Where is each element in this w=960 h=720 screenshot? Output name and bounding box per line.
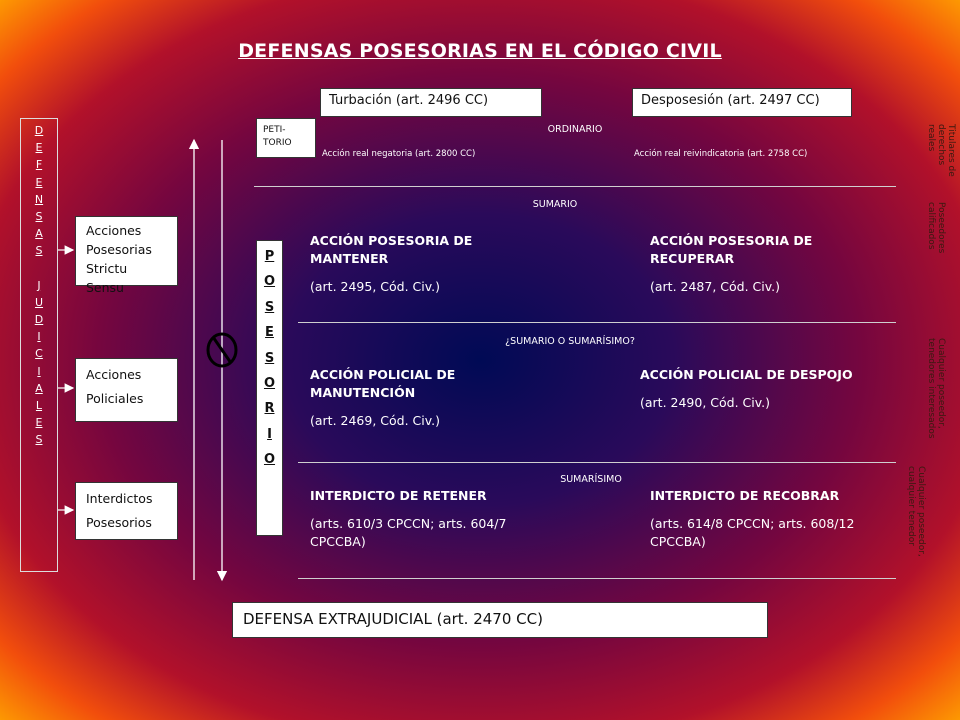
poseedores-line1: Poseedores <box>936 202 946 254</box>
label-ordinario: ORDINARIO <box>547 124 603 135</box>
policiales-line1: Acciones <box>86 367 142 382</box>
posesorio-column <box>256 240 283 536</box>
letter: I <box>37 364 41 378</box>
letter: U <box>34 295 44 309</box>
cualquier1-line1: Cualquier poseedor, <box>936 338 946 429</box>
titulares-line1: Titulares de <box>946 124 956 177</box>
right-label-poseedores <box>926 202 946 262</box>
extrajudicial-ref: (art. 2470 CC) <box>436 610 543 628</box>
letter: E <box>35 141 43 155</box>
cell-manutencion <box>310 366 540 430</box>
right-label-cualquier-1 <box>926 338 946 448</box>
header-desposesion: Desposesión (art. 2497 CC) <box>632 88 852 117</box>
cualquier2-line1: Cualquier poseedor, <box>916 466 926 557</box>
letter: A <box>35 227 43 241</box>
letter: F <box>35 158 43 172</box>
letter: D <box>34 124 44 137</box>
cell-mantener <box>310 232 540 296</box>
cell-retener <box>310 487 550 551</box>
retener-title: INTERDICTO DE RETENER <box>310 488 487 503</box>
letter: S <box>35 244 43 258</box>
mantener-ref: (art. 2495, Cód. Civ.) <box>310 279 441 294</box>
recuperar-title1: ACCIÓN POSESORIA DE <box>650 233 813 248</box>
strictu-line3: Strictu Sensu <box>86 261 128 295</box>
strictu-line1: Acciones <box>86 223 142 238</box>
letter: D <box>34 313 44 327</box>
letter: S <box>35 210 43 224</box>
defensa-extrajudicial-box <box>232 602 768 638</box>
petitorio-line2: TORIO <box>263 138 292 148</box>
letter: S <box>264 350 275 366</box>
manutencion-ref: (art. 2469, Cód. Civ.) <box>310 413 441 428</box>
letter: N <box>34 192 44 206</box>
despojo-ref: (art. 2490, Cód. Civ.) <box>640 395 771 410</box>
interdictos-line1: Interdictos <box>86 491 153 506</box>
letter: E <box>35 175 43 189</box>
right-label-cualquier-2 <box>906 466 926 576</box>
manutencion-title1: ACCIÓN POLICIAL DE <box>310 367 456 382</box>
letter: O <box>263 452 276 468</box>
cualquier1-line2: tenedores interesados <box>926 338 936 439</box>
cell-recuperar <box>650 232 880 296</box>
manutencion-title2: MANUTENCIÓN <box>310 385 416 400</box>
retener-ref2: CPCCBA) <box>310 534 366 549</box>
cell-recobrar <box>650 487 890 551</box>
letter: A <box>35 381 43 395</box>
despojo-title1: ACCIÓN POLICIAL DE DESPOJO <box>640 367 853 382</box>
mantener-title1: ACCIÓN POSESORIA DE <box>310 233 473 248</box>
page-title: DEFENSAS POSESORIAS EN EL CÓDIGO CIVIL <box>238 40 722 62</box>
header-turbacion: Turbación (art. 2496 CC) <box>320 88 542 117</box>
policiales-line2: Policiales <box>86 391 144 406</box>
recuperar-ref: (art. 2487, Cód. Civ.) <box>650 279 781 294</box>
letter: S <box>264 299 275 315</box>
letter: L <box>35 399 43 413</box>
recobrar-title: INTERDICTO DE RECOBRAR <box>650 488 840 503</box>
label-sumario-o-sumarisimo: ¿SUMARIO O SUMARÍSIMO? <box>505 336 635 347</box>
label-sumarisimo: SUMARÍSIMO <box>560 474 622 485</box>
accion-reivindicatoria: Acción real reivindicatoria (art. 2758 CC) <box>634 149 808 159</box>
titulares-line2: derechos reales <box>926 124 946 166</box>
cualquier2-line2: cualquier tenedor <box>906 466 916 546</box>
recobrar-ref1: (arts. 614/8 CPCCN; arts. 608/12 <box>650 516 855 531</box>
mantener-title2: MANTENER <box>310 251 389 266</box>
letter: E <box>265 325 274 341</box>
cell-despojo <box>640 366 880 412</box>
letter: I <box>267 426 272 442</box>
recuperar-title2: RECUPERAR <box>650 251 735 266</box>
accion-negatoria: Acción real negatoria (art. 2800 CC) <box>322 149 476 159</box>
letter: P <box>264 249 275 264</box>
label-sumario: SUMARIO <box>532 199 578 210</box>
letter: O <box>263 274 276 290</box>
right-label-titulares <box>926 124 956 194</box>
poseedores-line2: calificados <box>926 202 936 250</box>
interdictos-line2: Posesorios <box>86 515 152 530</box>
recobrar-ref2: CPCCBA) <box>650 534 706 549</box>
letter: C <box>35 347 43 361</box>
letter: J <box>37 278 41 292</box>
letter: R <box>264 401 275 417</box>
letter: E <box>35 416 43 430</box>
letter: O <box>263 376 276 392</box>
strictu-line2: Posesorias <box>86 242 152 257</box>
retener-ref1: (arts. 610/3 CPCCN; arts. 604/7 <box>310 516 507 531</box>
extrajudicial-main: DEFENSA EXTRAJUDICIAL <box>243 610 432 628</box>
letter: S <box>35 433 43 447</box>
letter: I <box>37 330 41 344</box>
petitorio-line1: PETI- <box>263 125 286 135</box>
